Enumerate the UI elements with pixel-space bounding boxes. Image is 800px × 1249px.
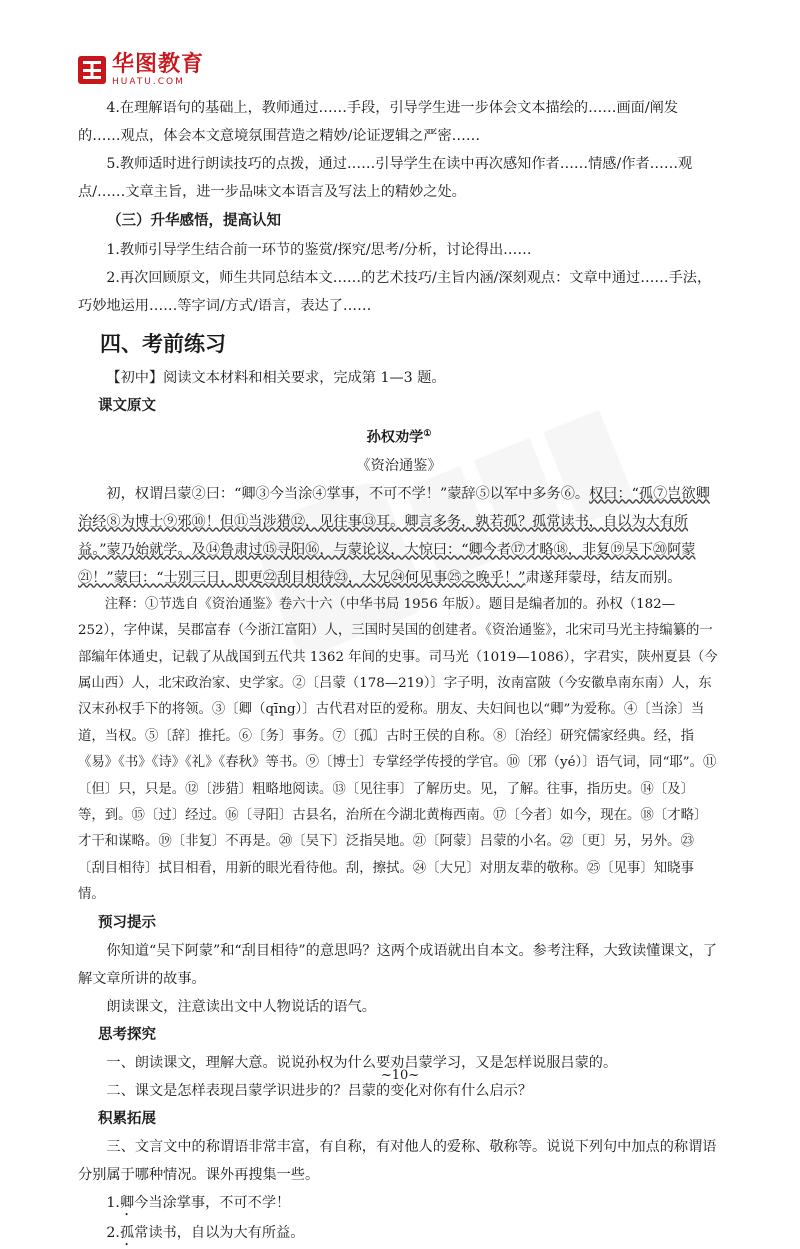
logo-chinese-text: 华图教育 [112, 51, 205, 77]
section-heading: 四、考前练习 [100, 332, 226, 356]
paragraph-step-5: 5.教师适时进行朗读技巧的点拨，通过……引导学生在读中再次感知作者……情感/作者……观点/……文章主旨，进一步品味文本语言及写法上的精妙之处。 [78, 156, 693, 200]
article-body [78, 480, 720, 592]
page-number: ~10~ [380, 1068, 420, 1083]
article-body-part-1: 初，权谓吕蒙②曰：“卿③今当涂④掌事，不可不学！”蒙辞⑤以军中多务⑥。 [106, 485, 590, 502]
explore-question-1: 一、朗读课文，理解大意。说说孙权为什么要劝吕蒙学习，又是怎样说服吕蒙的。 [106, 1054, 618, 1071]
dotted-term-1: 卿 [119, 1194, 135, 1211]
explore-question-2: 二、课文是怎样表现吕蒙学识进步的？吕蒙的变化对你有什么启示？ [106, 1082, 533, 1099]
accumulate-heading: 积累拓展 [98, 1110, 156, 1127]
header-logo [78, 50, 204, 90]
accumulate-example-2: 2.孤常读书，自以为大有所益。 [106, 1224, 305, 1241]
article-source: 《资治通鉴》 [356, 457, 442, 474]
accumulate-question-3: 三、文言文中的称谓语非常丰富，有自称，有对他人的爱称、敬称等。说说下列句中加点的称谓语分别属于哪种情况。课外再搜集一些。 [78, 1138, 717, 1183]
exercise-intro: 【初中】阅读文本材料和相关要求，完成第 1—3 题。 [106, 370, 446, 386]
preview-paragraph-1: 你知道“吴下阿蒙”和“刮目相待”的意思吗？这两个成语就出自本文。参考注释，大致读懂课文，了解文章所讲的故事。 [78, 942, 718, 987]
accumulate-example-1: 1.卿今当涂掌事，不可不学！ [106, 1194, 291, 1211]
preview-paragraph-2: 朗读课文，注意读出文中人物说话的语气。 [106, 998, 376, 1015]
logo-english-text: HUATU.COM [112, 76, 185, 87]
article-notes: 注释：①节选自《资治通鉴》卷六十六（中华书局 1956 年版）。题目是编者加的。孙权（182—252），字仲谋，吴郡富春（今浙江富阳）人，三国时吴国的创建者。《资治通鉴》，北宋司马光主持编纂的一部编年体通史，记载了从战国到五代共 1362 年间的史事。司马光（1019—1086），字君实，陕州夏县（今属山西）人，北宋政治家、史学家。②〔吕蒙（178—219）〕字子明，汝南富陂（今安徽阜南东南）人，东汉末孙权手下的将领。③〔卿（qīng）〕古代君对臣的爱称。朋友、夫妇间也以“卿”为爱称。④〔当涂〕当道，当权。⑤〔辞〕推托。⑥〔务〕事务。⑦〔孤〕古时王侯的自称。⑧〔治经〕研究儒家经典。经，指《易》《书》《诗》《礼》《春秋》等书。⑨〔博士〕专掌经学传授的学官。⑩〔邪（yé）〕语气词，同“耶”。⑪〔但〕只，只是。⑫〔涉猎〕粗略地阅读。⑬〔见往事〕了解历史。见，了解。往事，指历史。⑭〔及〕等，到。⑮〔过〕经过。⑯〔寻阳〕古县名，治所在今湖北黄梅西南。⑰〔今者〕如今，现在。⑱〔才略〕才干和谋略。⑲〔非复〕不再是。⑳〔吴下〕泛指吴地。㉑〔阿蒙〕吕蒙的小名。㉒〔更〕另，另外。㉓〔刮目相待〕拭目相看，用新的眼光看待他。刮，擦拭。㉔〔大兄〕对朋友辈的敬称。㉕〔见事〕知晓事情。 [78, 596, 718, 903]
article-title: 孙权劝学① [366, 429, 432, 446]
subsection-heading: （三）升华感悟，提高认知 [107, 213, 281, 229]
dotted-term-2: 孤 [119, 1224, 135, 1241]
article-body-part-3: 肃遂拜蒙母，结友而别。 [525, 569, 682, 586]
subsection-item-1: 1.教师引导学生结合前一环节的鉴赏/探究/思考/分析，讨论得出…… [106, 242, 532, 258]
text-label: 课文原文 [98, 398, 156, 414]
subsection-item-2: 2.再次回顾原文，师生共同总结本文……的艺术技巧/主旨内涵/深刻观点：文章中通过……手法，巧妙地运用……等字词/方式/语言，表达了…… [78, 270, 712, 314]
explore-heading: 思考探究 [98, 1026, 156, 1043]
huatu-logo-icon [78, 56, 106, 84]
preview-heading: 预习提示 [98, 914, 156, 931]
article-body-underlined: 权曰：“孤⑦岂欲卿治经⑧为博士⑨邪⑩！但⑪当涉猎⑫，见往事⑬耳。卿言多务，孰若孤？孤常读书，自以为大有所益。”蒙乃始就学。及⑭鲁肃过⑮寻阳⑯，与蒙论议，大惊曰：“卿今者⑰才略⑱，非复⑲吴下⑳阿蒙㉑！”蒙曰：“士别三日，即更㉒刮目相待㉓，大兄㉔何见事㉕之晚乎！” [78, 485, 710, 586]
paragraph-step-4: 4.在理解语句的基础上，教师通过……手段，引导学生进一步体会文本描绘的……画面/阐发的……观点，体会本文意境氛围营造之精妙/论证逻辑之严密…… [78, 100, 679, 144]
